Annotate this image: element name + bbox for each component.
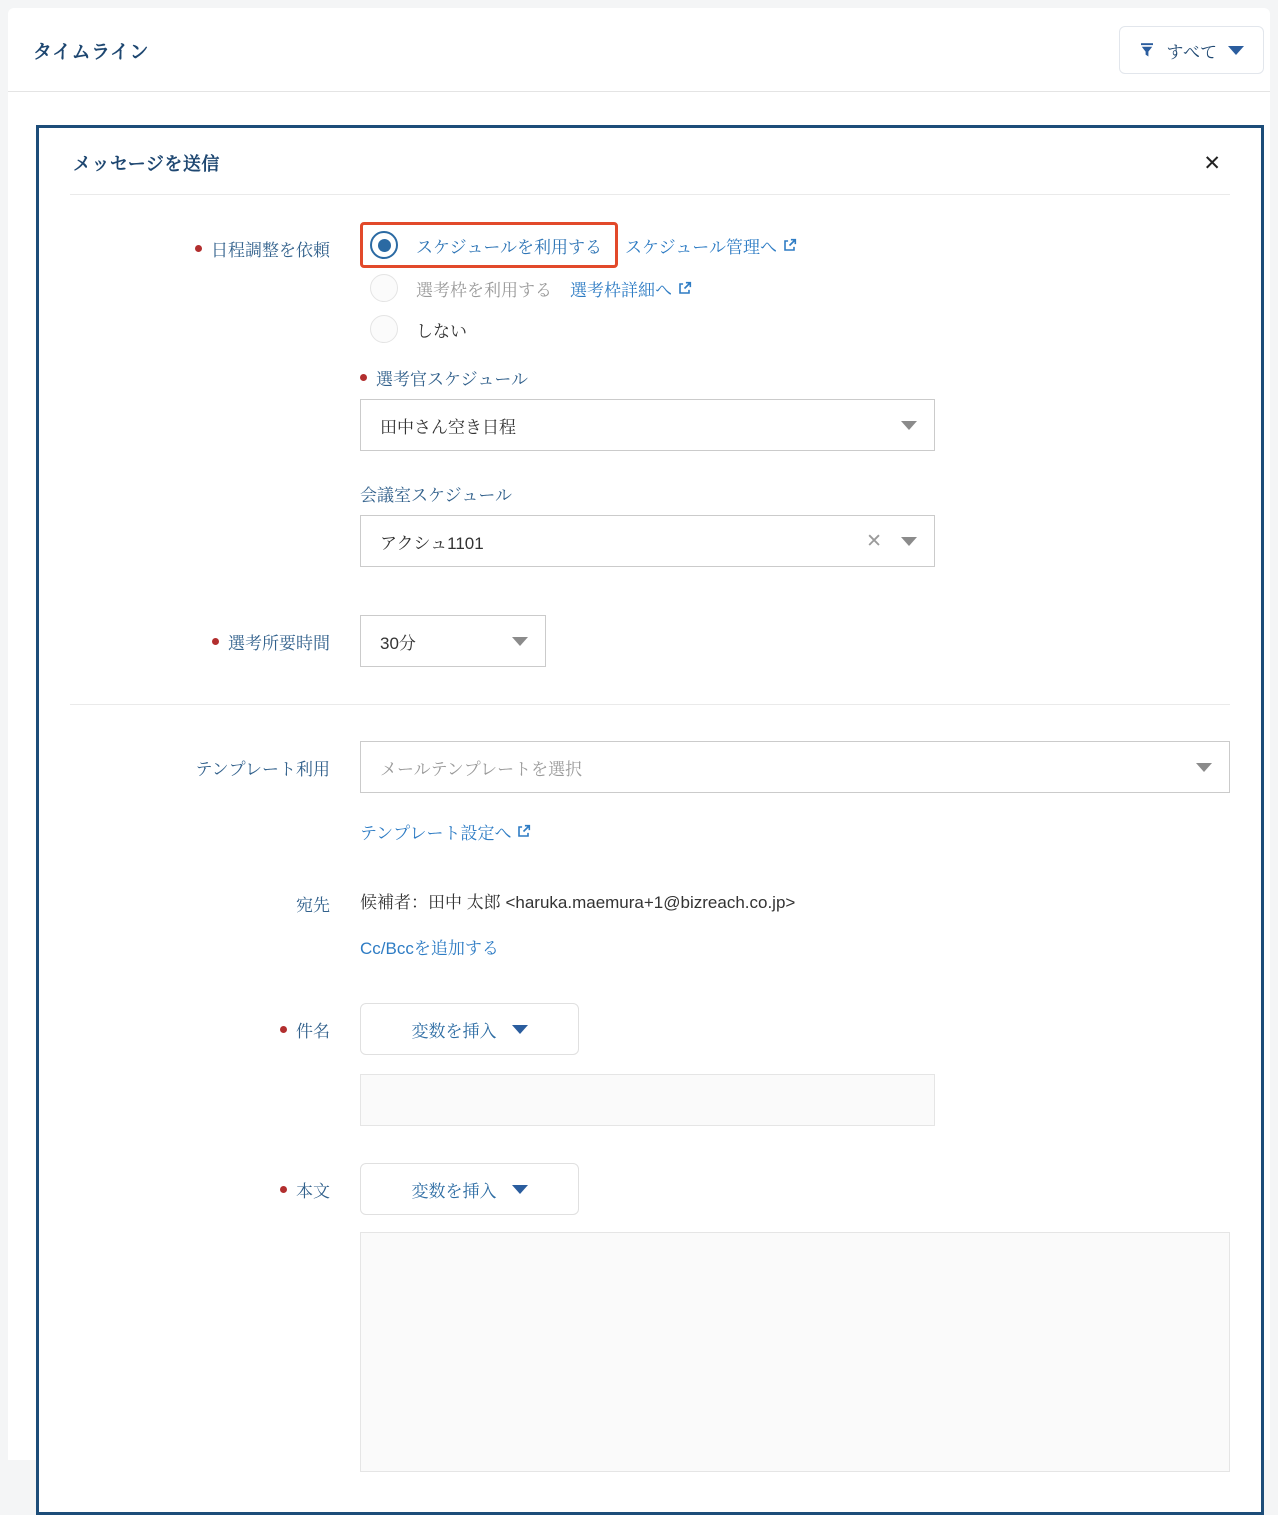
- slot-details-link-label: 選考枠詳細へ: [570, 280, 672, 300]
- timeline-header: [8, 8, 1270, 92]
- schedule-request-label-cell: [70, 222, 330, 274]
- chevron-down-icon: [512, 637, 528, 646]
- template-label-cell: [70, 741, 330, 793]
- subject-row: [70, 1003, 1230, 1126]
- body-row: [70, 1163, 1230, 1472]
- timeline-card: [8, 8, 1270, 1460]
- radio-dot: [378, 239, 391, 252]
- interviewer-schedule-select[interactable]: [360, 399, 935, 451]
- send-message-panel: [36, 125, 1264, 1515]
- interviewer-schedule-label: 選考官スケジュール: [376, 370, 528, 389]
- schedule-management-link[interactable]: [625, 233, 797, 258]
- required-dot: [280, 1186, 287, 1193]
- subject-insert-variable-label: 変数を挿入: [411, 1021, 497, 1041]
- radio-use-schedule[interactable]: [370, 231, 398, 259]
- chevron-down-icon: [512, 1025, 528, 1034]
- external-link-icon: [782, 238, 797, 253]
- clear-icon[interactable]: ✕: [866, 530, 882, 552]
- filter-icon: [1139, 42, 1155, 58]
- required-dot: [280, 1026, 287, 1033]
- filter-button[interactable]: [1119, 26, 1264, 74]
- duration-label: 選考所要時間: [228, 633, 330, 653]
- chevron-down-icon: [901, 421, 917, 430]
- filter-label: すべて: [1166, 42, 1217, 62]
- required-dot: [360, 374, 367, 381]
- interviewer-schedule-label-row: [360, 365, 1230, 390]
- radio-row-use-slot: [360, 274, 1230, 302]
- duration-value: 30分: [380, 633, 416, 653]
- chevron-down-icon: [1196, 763, 1212, 772]
- subject-input[interactable]: [360, 1074, 935, 1126]
- external-link-icon: [516, 824, 531, 839]
- recipient-label: 宛先: [296, 895, 330, 915]
- modal-title: メッセージを送信: [73, 154, 220, 174]
- slot-details-link[interactable]: [570, 276, 692, 301]
- template-settings-link-label: テンプレート設定へ: [360, 824, 512, 843]
- body-insert-variable-button[interactable]: [360, 1163, 579, 1215]
- title-divider: [70, 194, 1230, 195]
- schedule-management-link-label: スケジュール管理へ: [624, 237, 777, 257]
- radio-row-none: [360, 315, 1230, 343]
- template-label: テンプレート利用: [195, 759, 330, 779]
- radio-use-slot-label[interactable]: 選考枠を利用する: [416, 280, 552, 300]
- page-title: タイムライン: [33, 41, 150, 63]
- recipient-row: [70, 890, 1230, 959]
- chevron-down-icon: [1228, 46, 1244, 55]
- body-textarea[interactable]: [360, 1232, 1230, 1472]
- schedule-request-label: 日程調整を依頼: [211, 240, 330, 260]
- highlight-box: [360, 222, 618, 268]
- duration-label-cell: [70, 615, 330, 667]
- subject-insert-variable-button[interactable]: [360, 1003, 579, 1055]
- recipient-value: 候補者：田中 太郎 <haruka.maemura+1@bizreach.co.jp>: [360, 893, 796, 912]
- meeting-room-label-row: [360, 481, 1230, 506]
- subject-label-cell: [70, 1003, 330, 1055]
- radio-use-slot[interactable]: [370, 274, 398, 302]
- radio-use-schedule-label[interactable]: スケジュールを利用する: [416, 237, 602, 257]
- interviewer-schedule-value: 田中さん空き日程: [380, 417, 516, 437]
- template-select[interactable]: [360, 741, 1230, 793]
- duration-row: [70, 615, 1230, 667]
- template-placeholder: メールテンプレートを選択: [380, 759, 583, 779]
- template-settings-link[interactable]: [360, 819, 531, 844]
- required-dot: [195, 245, 202, 252]
- close-icon[interactable]: ✕: [1197, 153, 1227, 174]
- duration-select[interactable]: [360, 615, 546, 667]
- send-message-header: [70, 128, 1230, 194]
- external-link-icon: [677, 281, 692, 296]
- required-dot: [212, 638, 219, 645]
- meeting-room-value: アクシュ1101: [380, 533, 484, 553]
- schedule-request-row: [70, 222, 1230, 567]
- body-label-cell: [70, 1163, 330, 1215]
- section-divider: [70, 704, 1230, 705]
- radio-row-use-schedule: [360, 222, 1230, 268]
- radio-none-label[interactable]: しない: [416, 321, 467, 341]
- subject-label: 件名: [296, 1021, 330, 1041]
- body-insert-variable-label: 変数を挿入: [411, 1181, 497, 1201]
- body-label: 本文: [296, 1181, 330, 1201]
- chevron-down-icon: [512, 1185, 528, 1194]
- meeting-room-label: 会議室スケジュール: [360, 486, 512, 505]
- meeting-room-select[interactable]: [360, 515, 935, 567]
- template-row: [70, 741, 1230, 844]
- radio-none[interactable]: [370, 315, 398, 343]
- schedule-request-options: [360, 222, 1230, 567]
- chevron-down-icon: [901, 537, 917, 546]
- recipient-label-cell: [70, 890, 330, 916]
- add-cc-bcc-link[interactable]: Cc/Bccを追加する: [360, 939, 499, 958]
